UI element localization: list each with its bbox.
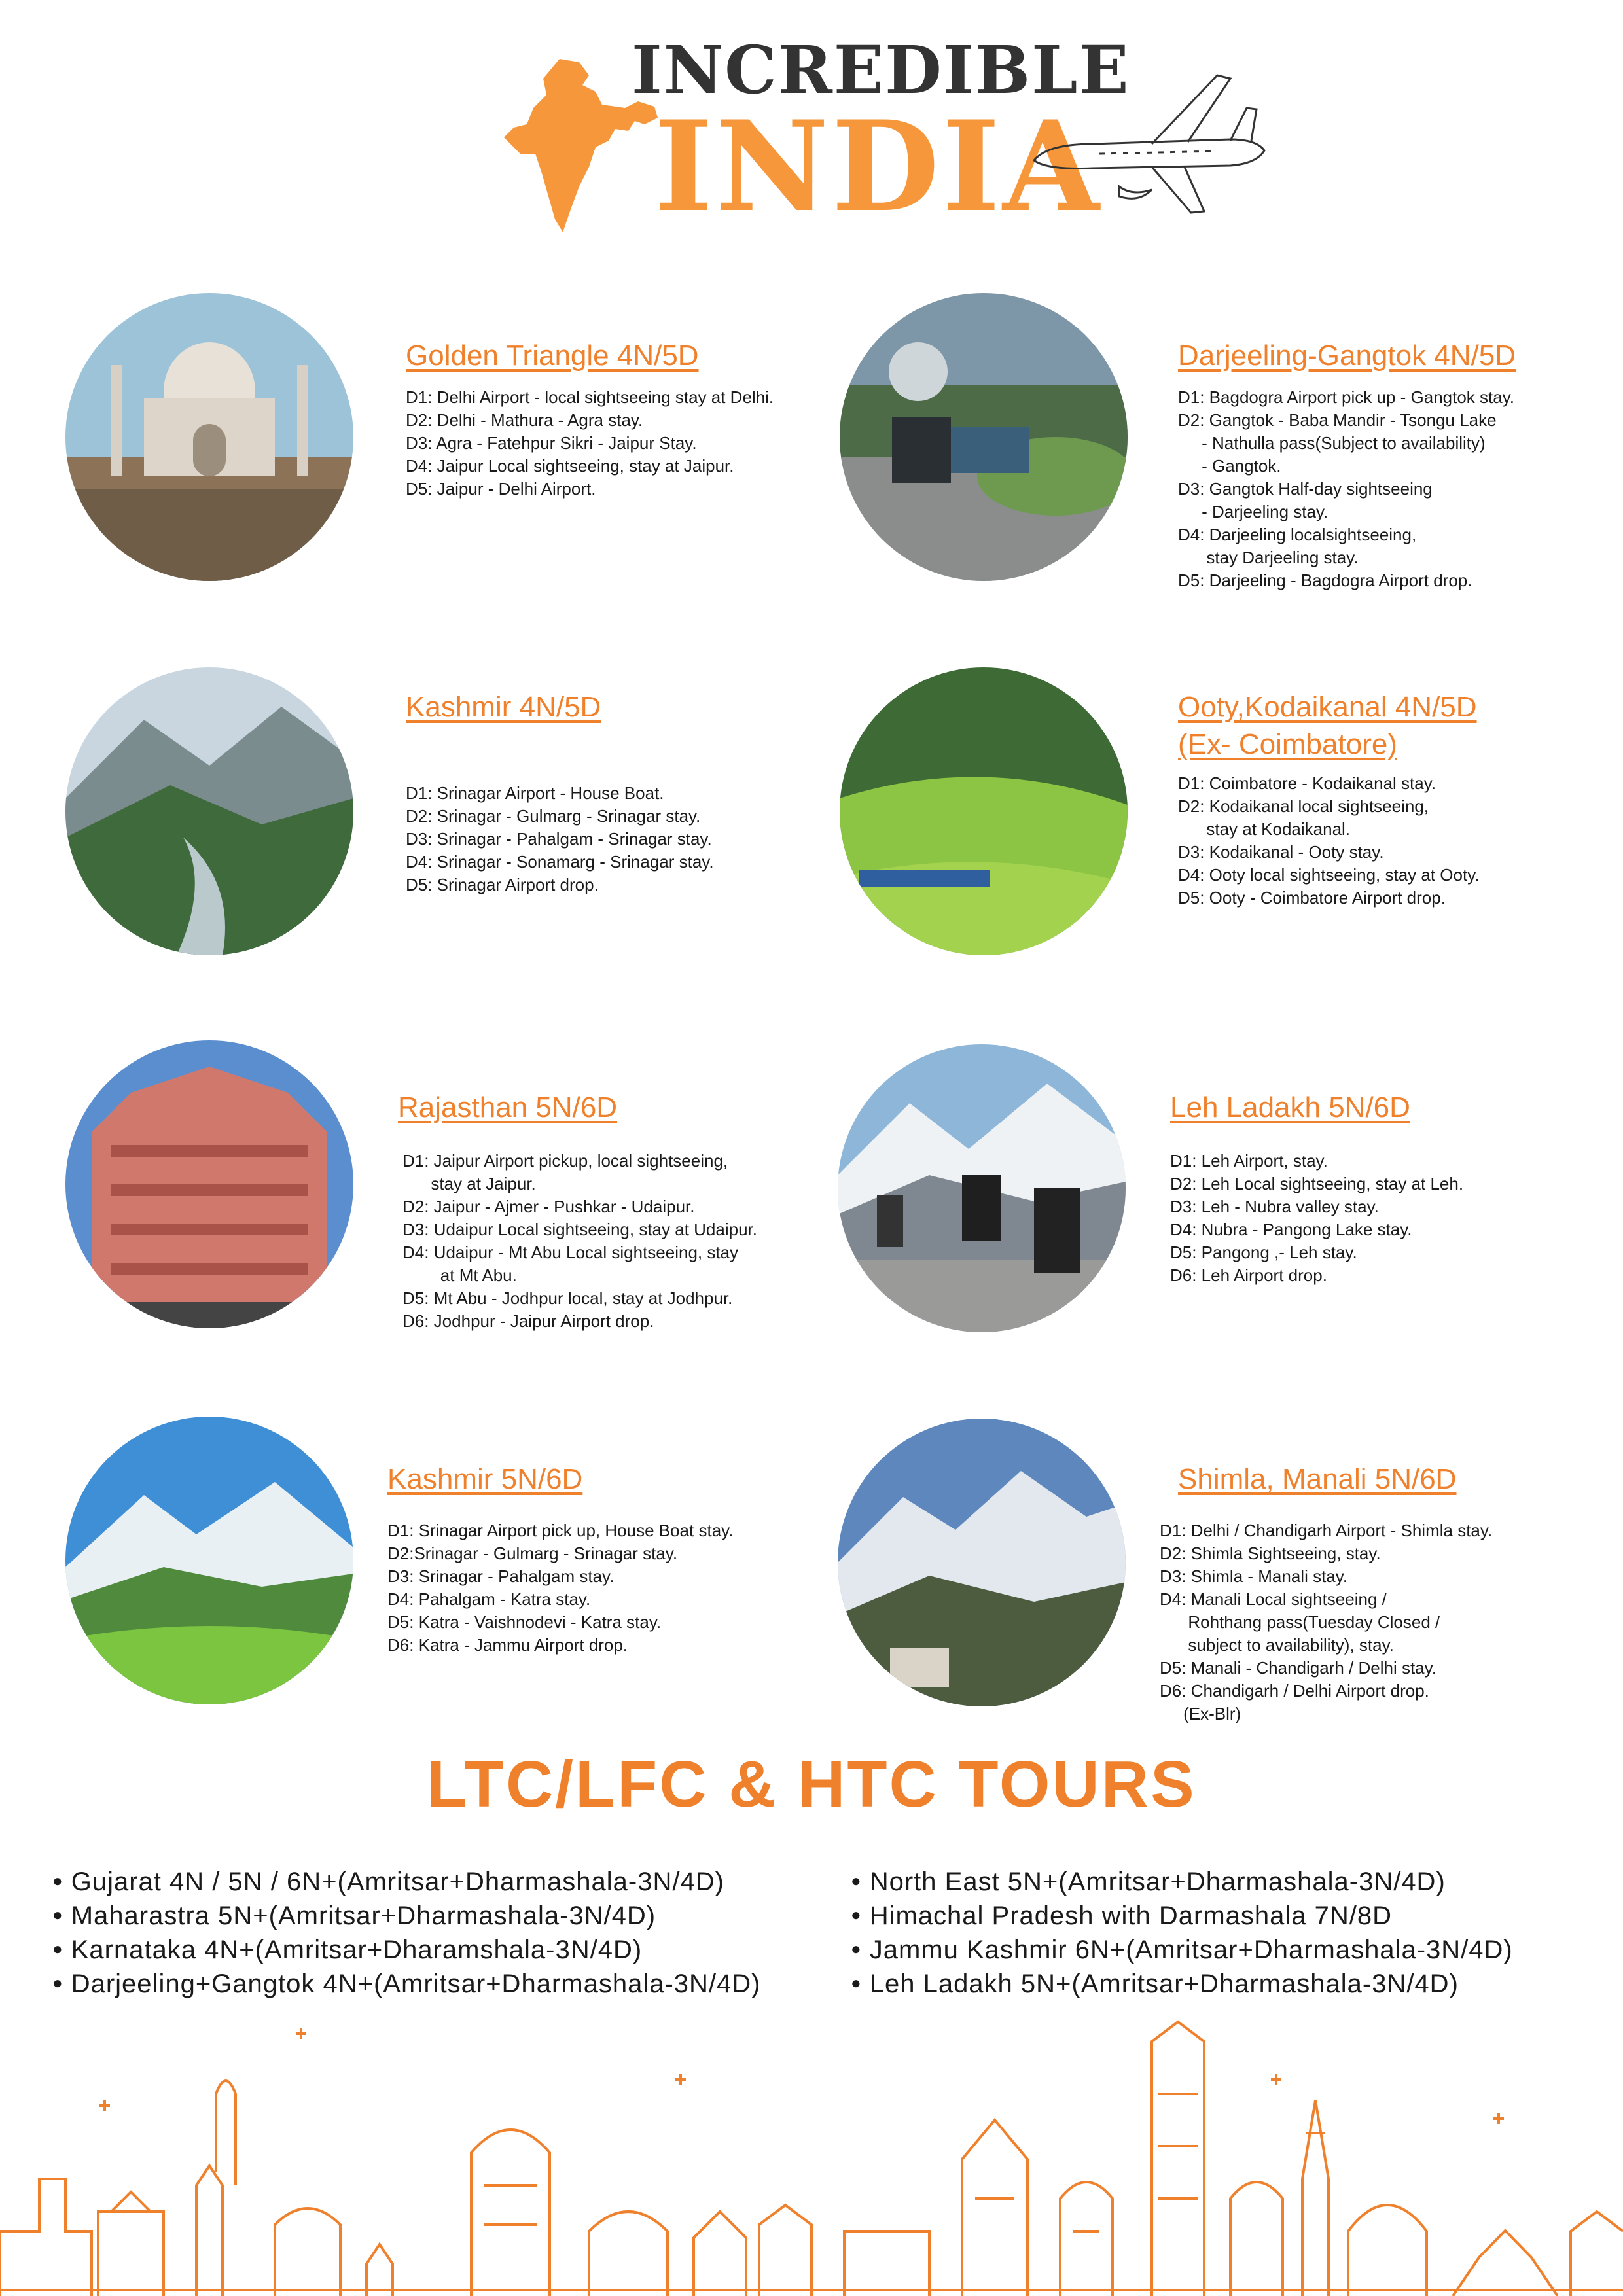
tour-title: Darjeeling-Gangtok 4N/5D <box>1178 340 1516 372</box>
tour-title: Leh Ladakh 5N/6D <box>1170 1091 1410 1123</box>
tour-image-bikers-ladakh <box>838 1044 1126 1332</box>
sparkle-icon <box>99 2028 1504 2124</box>
ltc-heading: LTC/LFC & HTC TOURS <box>427 1748 1196 1821</box>
tour-itinerary <box>402 1150 757 1333</box>
itinerary-line: D2: Shimla Sightseeing, stay. <box>1160 1544 1381 1563</box>
tour-title: Golden Triangle 4N/5D <box>406 340 699 372</box>
tour-itinerary <box>406 386 774 501</box>
title-india: INDIA <box>654 94 1102 239</box>
itinerary-line: D2: Leh Local sightseeing, stay at Leh. <box>1170 1174 1464 1193</box>
itinerary-line: D6: Leh Airport drop. <box>1170 1265 1327 1285</box>
tour-image-manali-mountains <box>838 1419 1126 1706</box>
itinerary-line: D5: Katra - Vaishnodevi - Katra stay. <box>387 1612 662 1632</box>
itinerary-line: D4: Srinagar - Sonamarg - Srinagar stay. <box>406 852 714 872</box>
itinerary-line: D2: Jaipur - Ajmer - Pushkar - Udaipur. <box>402 1197 695 1216</box>
tour-itinerary <box>1160 1519 1492 1725</box>
itinerary-line: D1: Delhi Airport - local sightseeing stay at Delhi. <box>406 387 774 407</box>
itinerary-line: D5: Darjeeling - Bagdogra Airport drop. <box>1178 571 1472 590</box>
itinerary-line: D3: Kodaikanal - Ooty stay. <box>1178 842 1384 862</box>
ltc-item: ● Maharastra 5N+(Amritsar+Dharmashala-3N/4D) <box>52 1899 760 1933</box>
itinerary-line: D2: Srinagar - Gulmarg - Srinagar stay. <box>406 806 701 826</box>
itinerary-line: D5: Ooty - Coimbatore Airport drop. <box>1178 888 1446 908</box>
itinerary-line: Rohthang pass(Tuesday Closed / <box>1160 1612 1440 1632</box>
itinerary-line: stay at Jaipur. <box>402 1174 536 1193</box>
itinerary-line: D5: Pangong ,- Leh stay. <box>1170 1243 1357 1262</box>
tour-image-taj-mahal <box>65 293 353 581</box>
itinerary-line: D6: Chandigarh / Delhi Airport drop. <box>1160 1681 1429 1701</box>
tour-itinerary <box>387 1519 733 1657</box>
itinerary-line: D3: Udaipur Local sightseeing, stay at Udaipur. <box>402 1220 757 1239</box>
itinerary-line: D1: Coimbatore - Kodaikanal stay. <box>1178 773 1436 793</box>
itinerary-line: D2: Kodaikanal local sightseeing, <box>1178 796 1429 816</box>
itinerary-line: D4: Udaipur - Mt Abu Local sightseeing, stay <box>402 1243 739 1262</box>
itinerary-line: D4: Nubra - Pangong Lake stay. <box>1170 1220 1412 1239</box>
tour-title: Rajasthan 5N/6D <box>398 1091 618 1123</box>
itinerary-line: - Darjeeling stay. <box>1178 502 1329 521</box>
itinerary-line: D4: Ooty local sightseeing, stay at Ooty. <box>1178 865 1480 885</box>
tour-image-hawa-mahal <box>65 1040 353 1328</box>
itinerary-line: D3: Gangtok Half-day sightseeing <box>1178 479 1433 499</box>
tour-itinerary <box>1170 1150 1463 1287</box>
ltc-item: ● Darjeeling+Gangtok 4N+(Amritsar+Dharmashala-3N/4D) <box>52 1967 760 2001</box>
itinerary-line: (Ex-Blr) <box>1160 1704 1241 1723</box>
itinerary-line: D1: Delhi / Chandigarh Airport - Shimla stay. <box>1160 1521 1493 1540</box>
itinerary-line: D3: Srinagar - Pahalgam stay. <box>387 1566 615 1586</box>
ltc-item: ● North East 5N+(Amritsar+Dharmashala-3N/4D) <box>851 1865 1513 1899</box>
itinerary-line: D2: Gangtok - Baba Mandir - Tsongu Lake <box>1178 410 1497 430</box>
tour-itinerary <box>1178 386 1514 592</box>
itinerary-line: - Gangtok. <box>1178 456 1281 476</box>
itinerary-line: D2: Delhi - Mathura - Agra stay. <box>406 410 643 430</box>
itinerary-line: D5: Jaipur - Delhi Airport. <box>406 479 596 499</box>
itinerary-line: D1: Jaipur Airport pickup, local sightseeing, <box>402 1151 728 1171</box>
tour-image-nilgiri-train <box>840 667 1128 955</box>
airplane-icon <box>1021 62 1270 239</box>
itinerary-line: D3: Srinagar - Pahalgam - Srinagar stay. <box>406 829 712 849</box>
itinerary-line: D5: Manali - Chandigarh / Delhi stay. <box>1160 1658 1436 1678</box>
itinerary-line: D5: Mt Abu - Jodhpur local, stay at Jodhpur. <box>402 1288 733 1308</box>
tour-image-kashmir-meadow <box>65 1417 353 1704</box>
itinerary-line: stay at Kodaikanal. <box>1178 819 1351 839</box>
itinerary-line: D3: Shimla - Manali stay. <box>1160 1566 1348 1586</box>
itinerary-line: D4: Darjeeling localsightseeing, <box>1178 525 1417 544</box>
itinerary-line: D1: Srinagar Airport pick up, House Boat stay. <box>387 1521 734 1540</box>
tour-itinerary <box>1178 772 1480 910</box>
ltc-list-left <box>52 1865 760 2001</box>
itinerary-line: D2:Srinagar - Gulmarg - Srinagar stay. <box>387 1544 678 1563</box>
ltc-item: ● Leh Ladakh 5N+(Amritsar+Dharmashala-3N/4D) <box>851 1967 1513 2001</box>
itinerary-line: D4: Pahalgam - Katra stay. <box>387 1589 591 1609</box>
ltc-list-right <box>851 1865 1513 2001</box>
ltc-item: ● Jammu Kashmir 6N+(Amritsar+Dharmashala-3N/4D) <box>851 1933 1513 1967</box>
itinerary-line: D5: Srinagar Airport drop. <box>406 875 599 894</box>
tour-itinerary <box>406 782 714 896</box>
tour-image-kashmir-valley <box>65 667 353 955</box>
itinerary-line: D1: Srinagar Airport - House Boat. <box>406 783 664 803</box>
itinerary-line: D1: Bagdogra Airport pick up - Gangtok stay. <box>1178 387 1515 407</box>
itinerary-line: D4: Jaipur Local sightseeing, stay at Jaipur. <box>406 456 734 476</box>
itinerary-line: - Nathulla pass(Subject to availability) <box>1178 433 1486 453</box>
tour-title: Kashmir 4N/5D <box>406 691 601 723</box>
ltc-item: ● Karnataka 4N+(Amritsar+Dharamshala-3N/4D) <box>52 1933 760 1967</box>
tour-title: Ooty,Kodaikanal 4N/5D <box>1178 691 1477 723</box>
itinerary-line: D3: Leh - Nubra valley stay. <box>1170 1197 1379 1216</box>
itinerary-line: D1: Leh Airport, stay. <box>1170 1151 1328 1171</box>
itinerary-line: D6: Katra - Jammu Airport drop. <box>387 1635 628 1655</box>
tour-title: Kashmir 5N/6D <box>387 1463 583 1495</box>
itinerary-line: at Mt Abu. <box>402 1265 517 1285</box>
india-skyline-illustration <box>0 2015 1623 2296</box>
itinerary-line: subject to availability), stay. <box>1160 1635 1394 1655</box>
itinerary-line: D4: Manali Local sightseeing / <box>1160 1589 1387 1609</box>
ltc-item: ● Gujarat 4N / 5N / 6N+(Amritsar+Dharmashala-3N/4D) <box>52 1865 760 1899</box>
tour-title: Shimla, Manali 5N/6D <box>1178 1463 1457 1495</box>
tour-subtitle: (Ex- Coimbatore) <box>1178 728 1397 760</box>
itinerary-line: D6: Jodhpur - Jaipur Airport drop. <box>402 1311 654 1331</box>
header <box>0 0 1623 262</box>
title-incredible: INCREDIBLE <box>632 31 1130 109</box>
itinerary-line: D3: Agra - Fatehpur Sikri - Jaipur Stay. <box>406 433 697 453</box>
itinerary-line: stay Darjeeling stay. <box>1178 548 1359 567</box>
ltc-item: ● Himachal Pradesh with Darmashala 7N/8D <box>851 1899 1513 1933</box>
tour-image-toy-train <box>840 293 1128 581</box>
